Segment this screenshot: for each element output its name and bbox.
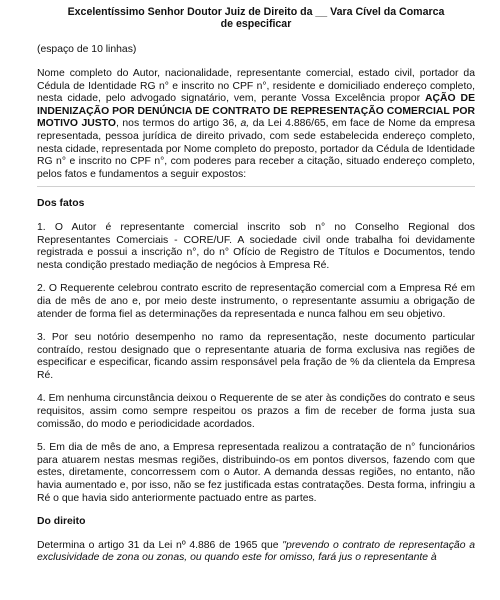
fato-paragraph-2: 2. O Requerente celebrou contrato escrito de representação comercial com a Empresa Ré em dia de mês de ano e, por meio deste instrumento, o representante assumiu a obrigação de atender de forma fiel as determinações da representada e nunca falhou em seu objetivo. [37, 283, 475, 320]
direito-text: Determina o artigo 31 da Lei nº 4.886 de 1965 que [37, 539, 283, 551]
intro-text-1: Nome completo do Autor, nacionalidade, representante comercial, estado civil, portador da Cédula de Identidade RG n° e inscrito no CPF n°, residente e domiciliado endereço completo, nesta cidade, pelo advogado signatário, vem, perante Vossa Excelência propor [37, 68, 475, 105]
fato-paragraph-1: 1. O Autor é representante comercial inscrito sob n° no Conselho Regional dos Representantes Comerciais - CORE/UF. A sociedade civil onde trabalha foi devidamente registrada e possui a inscrição n°, do n° Ofício de Registro de Títulos e Documentos, tendo nesta condição prestado mediação de negócios à Empresa Ré. [37, 221, 475, 271]
intro-paragraph [37, 68, 475, 181]
fato-paragraph-3: 3. Por seu notório desempenho no ramo da representação, neste documento particular contraído, restou designado que o representante atuaria de forma exclusiva nas regiões de especificar e especificar, ficando assim responsável pela fração de % da clientela da Empresa Ré. [37, 332, 475, 381]
section-heading-direito: Do direito [37, 516, 86, 528]
document-title [37, 6, 475, 30]
direito-paragraph [37, 540, 475, 565]
fato-paragraph-5: 5. Em dia de mês de ano, a Empresa representada realizou a contratação de n° funcionários para atuarem nestas mesmas regiões, distribuindo-os em pontos diversos, fazendo com que estes, diretamente, concorressem com o Autor. A demanda dessas regiões, no entanto, não havia aumentado e, por isso, não se fez justificada estas contratações. Desta forma, infringiu a Ré o que havia sido anteriormente pactuado entre as partes. [37, 442, 475, 504]
intro-text-3: da Lei 4.886/65, em face de Nome da empresa representada, pessoa jurídica de direito privado, com sede estabelecida endereço completo, nesta cidade, representada por Nome completo do preposto, portador da Cédula de Identidade RG n° e inscrito no CPF n°, com poderes para receber a citação, situado endereço completo, pelos fatos e fundamentos a seguir expostos: [37, 118, 475, 180]
direito-quote: "prevendo o contrato de representação a exclusividade de zona ou zonas, ou quando este for omisso, fará jus o representante à [37, 539, 475, 564]
divider [37, 186, 475, 187]
fato-paragraph-4: 4. Em nenhuma circunstância deixou o Requerente de se ater às condições do contrato e seus requisitos, assim como sempre respeitou os prazos a fim de receber de forma justa sua comissão, do modo e periodicidade acordados. [37, 393, 475, 430]
spacer-note: (espaço de 10 linhas) [37, 44, 137, 56]
action-title: AÇÃO DE INDENIZAÇÃO POR DENÚNCIA DE CONTRATO DE REPRESENTAÇÃO COMERCIAL POR MOTIVO JUSTO [37, 93, 475, 130]
section-heading-fatos: Dos fatos [37, 198, 85, 210]
intro-italic: a, [240, 118, 250, 130]
title-line-2: de especificar [220, 18, 292, 31]
title-line-1: Excelentíssimo Senhor Doutor Juiz de Direito da __ Vara Cível da Comarca [67, 6, 445, 18]
intro-text-2: , nos termos do artigo 36, [115, 118, 241, 130]
